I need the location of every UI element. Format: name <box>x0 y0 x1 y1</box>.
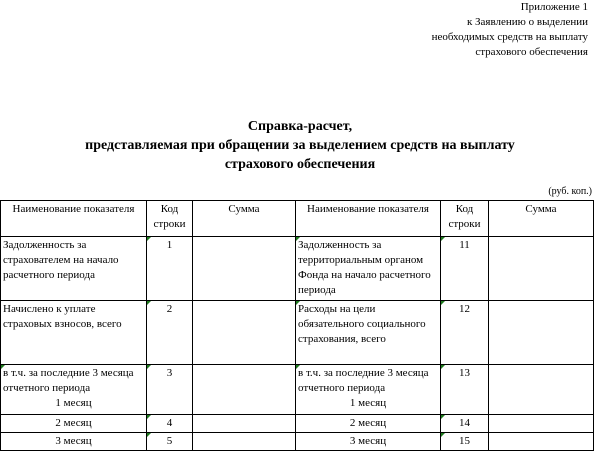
row-sum-right[interactable] <box>489 301 594 365</box>
row-sublabel-left: 1 месяц <box>55 397 92 409</box>
row-name-left <box>1 365 147 415</box>
row-sum-left[interactable] <box>193 433 296 451</box>
title-line: Справка-расчет, <box>247 119 353 134</box>
row-name-right-text: в т.ч. за последние 3 месяца отчетного периода <box>298 367 429 394</box>
row-code-right: 11 <box>441 237 489 301</box>
row-sublabel-right: 1 месяц <box>349 397 387 409</box>
row-code-left: 5 <box>147 433 193 451</box>
row-code-right: 15 <box>441 433 489 451</box>
title-line: представляемая при обращении за выделением средств на выплату <box>85 138 515 153</box>
row-sum-right[interactable] <box>489 433 594 451</box>
table-row <box>1 433 594 451</box>
row-sum-left[interactable] <box>193 301 296 365</box>
currency-units: (руб. коп.) <box>548 186 592 197</box>
header-name-right: Наименование показателя <box>296 201 441 237</box>
table-row <box>1 415 594 433</box>
document-title <box>0 117 600 174</box>
table-row <box>1 301 594 365</box>
appendix-line: страхового обеспечения <box>475 46 588 58</box>
calculation-table <box>0 200 594 451</box>
row-code-left: 2 <box>147 301 193 365</box>
header-name-left: Наименование показателя <box>1 201 147 237</box>
row-name-left: 3 месяц <box>1 433 147 451</box>
appendix-line: к Заявлению о выделении <box>466 16 588 28</box>
appendix-note <box>432 0 588 60</box>
row-sum-left[interactable] <box>193 237 296 301</box>
row-sum-right[interactable] <box>489 365 594 415</box>
header-sum-right: Сумма <box>489 201 594 237</box>
title-line: страхового обеспечения <box>224 157 376 172</box>
header-sum-left: Сумма <box>193 201 296 237</box>
row-code-right: 12 <box>441 301 489 365</box>
row-name-right: Задолженность за территориальным органом Фонда на начало расчетного периода <box>296 237 441 301</box>
row-code-right: 13 <box>441 365 489 415</box>
row-name-right: Расходы на цели обязательного социального страхования, всего <box>296 301 441 365</box>
row-name-right: 3 месяц <box>296 433 441 451</box>
row-code-left: 1 <box>147 237 193 301</box>
row-name-left: 2 месяц <box>1 415 147 433</box>
appendix-line: необходимых средств на выплату <box>431 31 588 43</box>
row-name-left-text: в т.ч. за последние 3 месяца отчетного периода <box>3 367 134 394</box>
table-row <box>1 237 594 301</box>
row-name-left: Начислено к уплате страховых взносов, всего <box>1 301 147 365</box>
appendix-line: Приложение 1 <box>520 1 588 13</box>
row-name-left: Задолженность за страхователем на начало расчетного периода <box>1 237 147 301</box>
table-header-row <box>1 201 594 237</box>
row-name-right: 2 месяц <box>296 415 441 433</box>
row-code-left: 4 <box>147 415 193 433</box>
table-row <box>1 365 594 415</box>
row-code-right: 14 <box>441 415 489 433</box>
header-code-right: Код строки <box>441 201 489 237</box>
row-code-left: 3 <box>147 365 193 415</box>
row-sum-left[interactable] <box>193 365 296 415</box>
row-name-right <box>296 365 441 415</box>
row-sum-left[interactable] <box>193 415 296 433</box>
row-sum-right[interactable] <box>489 415 594 433</box>
header-code-left: Код строки <box>147 201 193 237</box>
row-sum-right[interactable] <box>489 237 594 301</box>
